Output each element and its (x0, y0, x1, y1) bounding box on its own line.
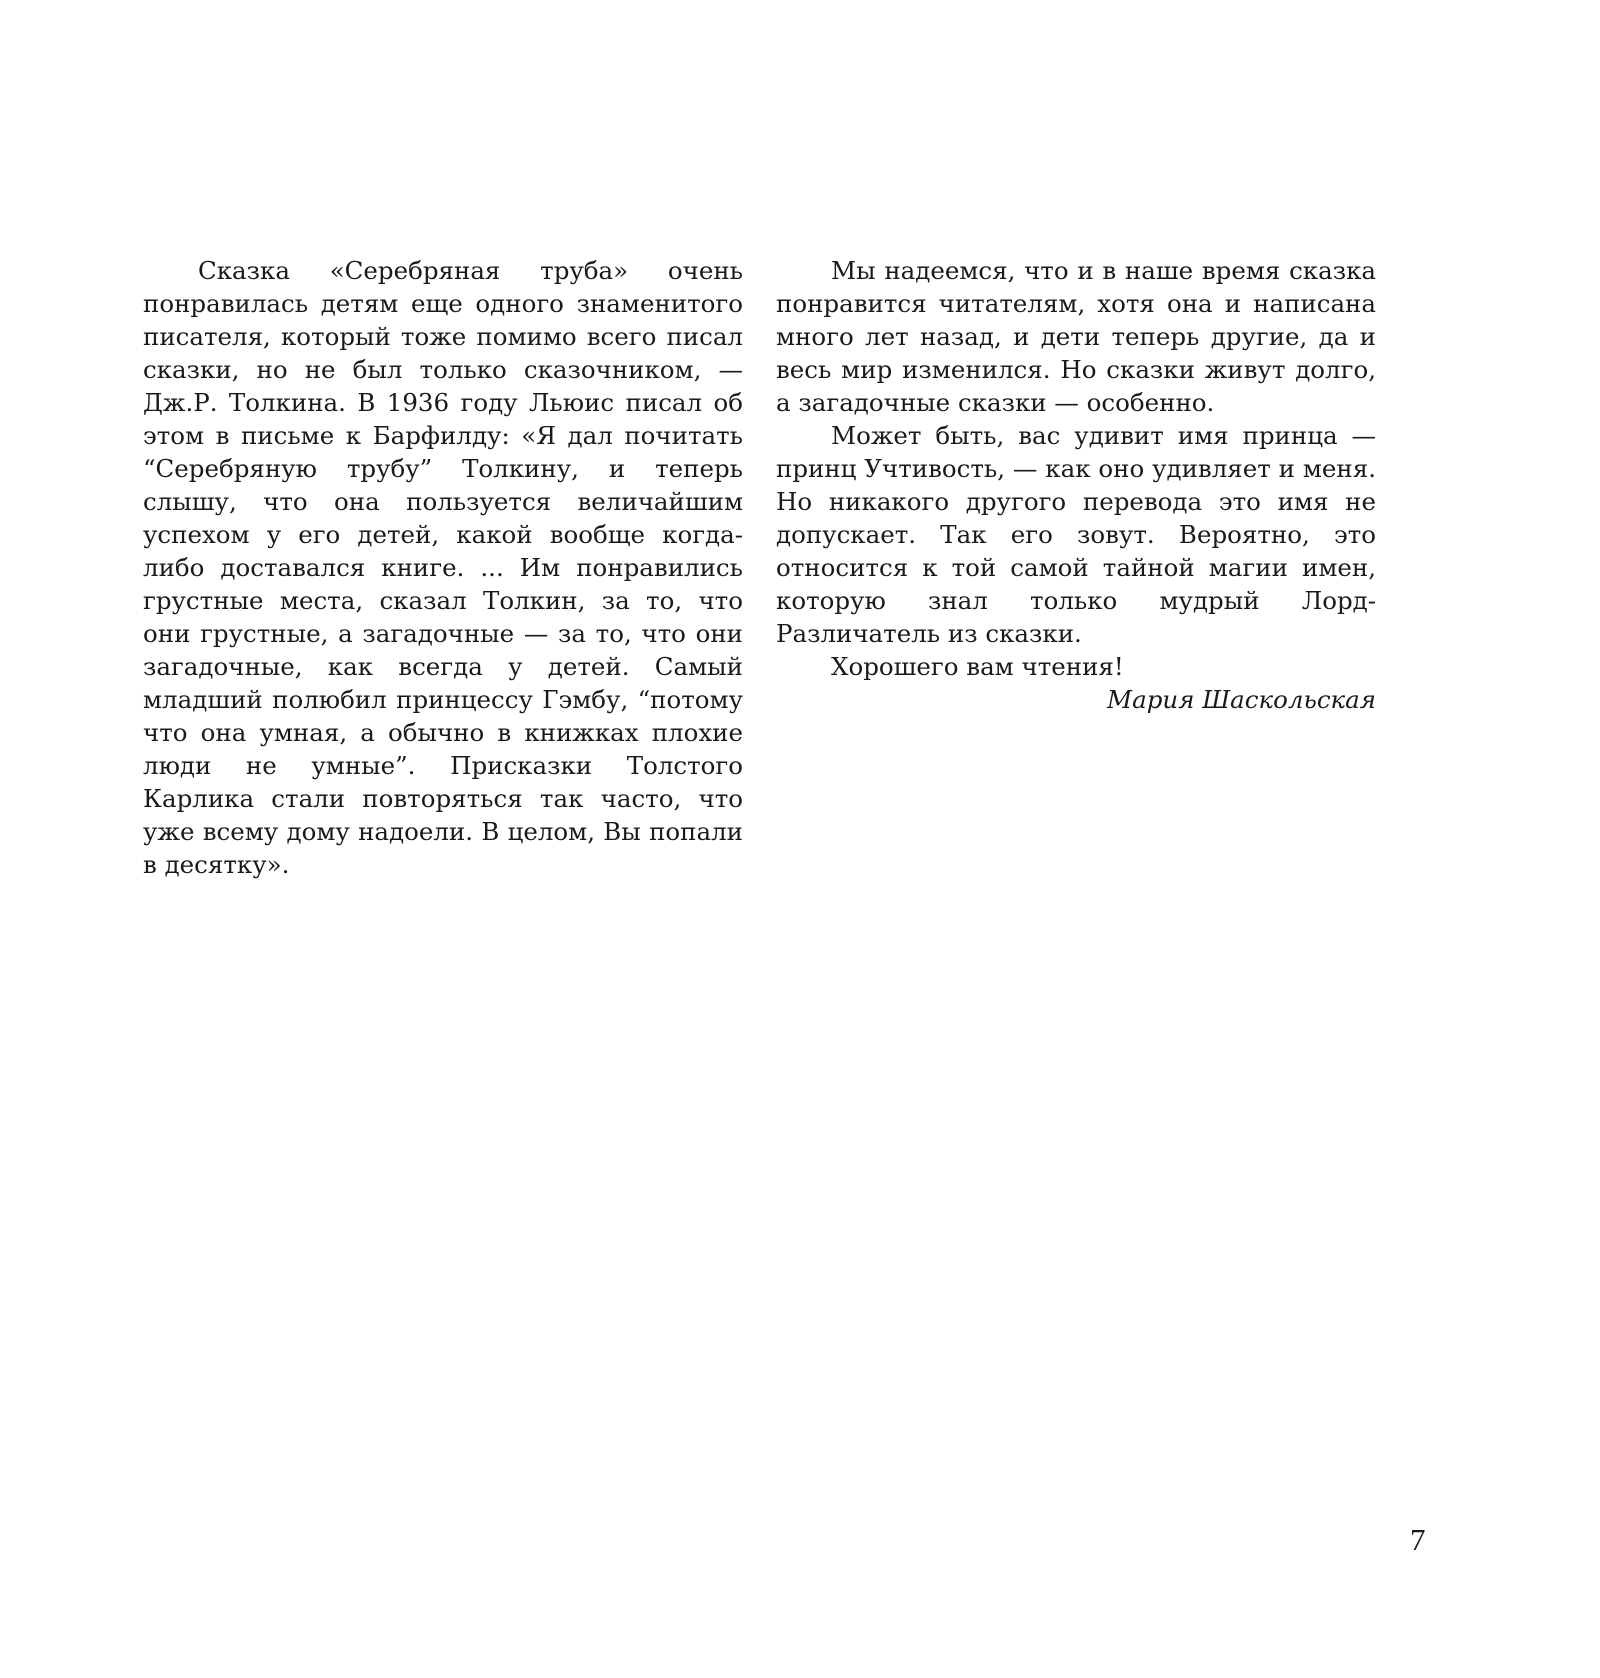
page-number: 7 (1410, 1522, 1426, 1557)
paragraph-tolkien-letter: Сказка «Серебряная труба» очень понравилась детям еще одного знаменитого писателя, который тоже помимо всего писал сказки, но не был только сказочником, — Дж.Р. Толкина. В 1936 году Льюис писал об этом в письме к Барфилду: «Я дал почитать “Серебряную трубу” Толкину, и теперь слышу, что она пользуется величайшим успехом у его детей, какой вообще когда-либо доставался книге. ... Им понравились грустные места, сказал Толкин, за то, что они грустные, а загадочные — за то, что они загадочные, как всегда у детей. Самый младший полюбил принцессу Гэмбу, “потому что она умная, а обычно в книжках плохие люди не умные”. Присказки Толстого Карлика стали повторяться так часто, что уже всему дому надоели. В целом, Вы попали в десятку». (143, 256, 743, 879)
author-signature: Мария Шаскольская (1107, 685, 1376, 714)
left-text-column (143, 254, 743, 881)
paragraph-prince-name: Может быть, вас удивит имя принца — принц Учтивость, — как оно удивляет и меня. Но никакого другого перевода это имя не допускает. Так его зовут. Вероятно, это относится к той самой тайной магии имен, которую знал только мудрый Лорд-Различатель из сказки. (776, 421, 1376, 648)
paragraph-hope: Мы надеемся, что и в наше время сказка понравится читателям, хотя она и написана много лет назад, и дети теперь другие, да и весь мир изменился. Но сказки живут долго, а загадочные сказки — особенно. (776, 256, 1376, 417)
paragraph-good-reading: Хорошего вам чтения! (831, 652, 1124, 681)
right-text-column (776, 254, 1376, 716)
